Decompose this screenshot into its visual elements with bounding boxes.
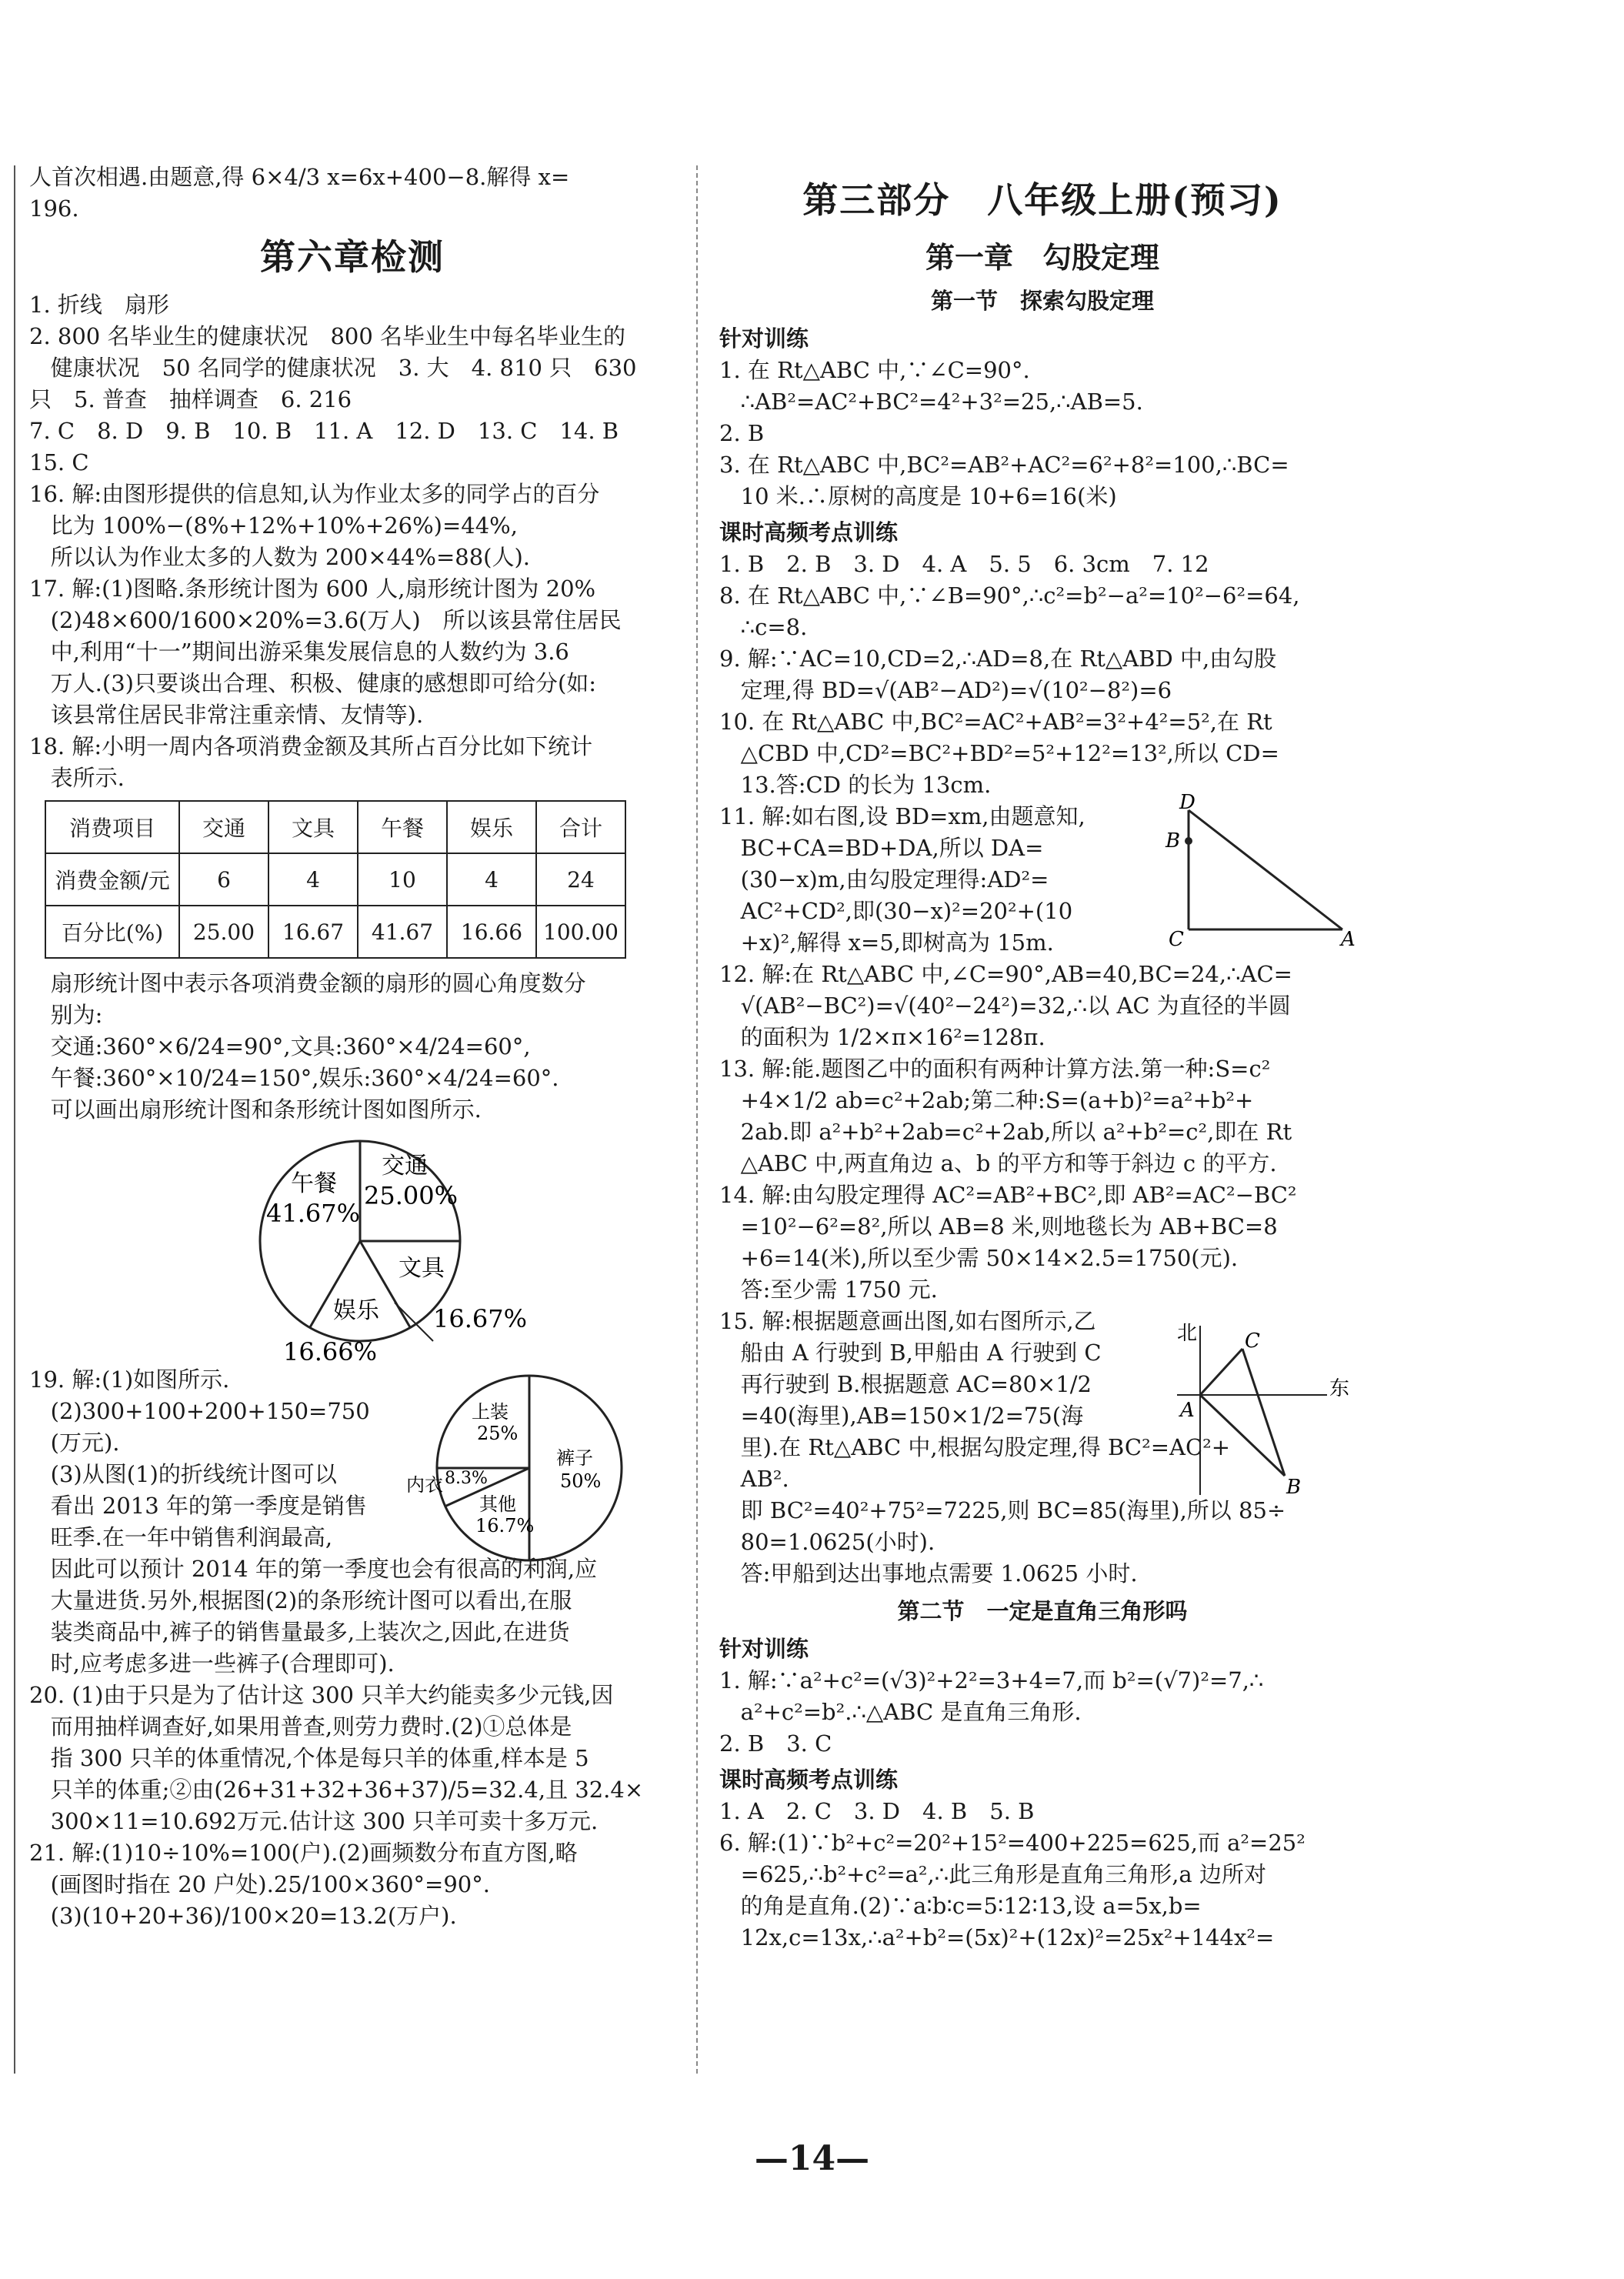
text-line: 而用抽样调查好,如果用普查,则劳力费时.(2)①总体是 (29, 1713, 572, 1740)
text-line: 1. B 2. B 3. D 4. A 5. 5 6. 3cm 7. 12 (719, 551, 1209, 577)
pie-value-entertainment: 16.66% (283, 1337, 378, 1366)
text-line: 比为 100%−(8%+12%+10%+26%)=44%, (29, 512, 518, 539)
table-cell: 100.00 (536, 906, 625, 958)
answers-block-d (719, 1796, 1366, 1954)
subheading-practice-2: 针对训练 (719, 1636, 809, 1662)
text-line: 1. 折线 扇形 (29, 292, 169, 318)
text-line: 所以认为作业太多的人数为 200×44%=88(人). (29, 544, 531, 570)
pie-label-other: 其他 (479, 1493, 516, 1515)
text-line: (30−x)m,由勾股定理得:AD²= (719, 866, 1049, 893)
pie-chart-sales (406, 1356, 645, 1580)
text-line: 的角是直角.(2)∵a∶b∶c=5∶12∶13,设 a=5x,b= (719, 1893, 1202, 1919)
label-b: B (1286, 1476, 1302, 1499)
label-east: 东 (1329, 1377, 1350, 1400)
text-line: ∴c=8. (719, 614, 808, 640)
answers-block-a (719, 355, 1366, 512)
text-line: 20. (1)由于只是为了估计这 300 只羊大约能卖多少元钱,因 (29, 1682, 614, 1708)
text-line: 健康状况 50 名同学的健康状况 3. 大 4. 810 只 630 (29, 355, 637, 381)
table-header-cell: 合计 (536, 801, 625, 853)
text-line: (画图时指在 20 户处).25/100×360°=90°. (29, 1871, 490, 1897)
pie-value-lunch: 41.67% (266, 1199, 361, 1228)
text-line: BC+CA=BD+DA,所以 DA= (719, 835, 1044, 861)
label-d: D (1179, 791, 1195, 814)
text-line: (万元). (29, 1430, 120, 1456)
table-cell: 4 (447, 853, 536, 906)
table-header-cell: 文具 (268, 801, 358, 853)
pie-label-entertainment: 娱乐 (333, 1297, 379, 1324)
table-header-row (45, 801, 625, 853)
pie-value-traffic: 25.00% (364, 1181, 459, 1210)
text-line: 300×11=10.692万元.估计这 300 只羊可卖十多万元. (29, 1808, 599, 1834)
text-line: 万人.(3)只要谈出合理、积极、健康的感想即可给分(如: (29, 670, 597, 696)
pie-label-stationery: 文具 (398, 1255, 445, 1282)
text-line: 21. 解:(1)10÷10%=100(户).(2)画频数分布直方图,略 (29, 1840, 578, 1866)
table-header-cell: 午餐 (358, 801, 447, 853)
text-line: 14. 解:由勾股定理得 AC²=AB²+BC²,即 AB²=AC²−BC² (719, 1182, 1297, 1208)
text-line: 196. (29, 195, 79, 222)
pie-label-pants: 裤子 (556, 1447, 593, 1469)
text-line: 1. A 2. C 3. D 4. B 5. B (719, 1798, 1035, 1824)
chapter-title: 第一章 勾股定理 (925, 240, 1159, 275)
table-cell: 16.66 (447, 906, 536, 958)
text-line: 9. 解:∵AC=10,CD=2,∴AD=8,在 Rt△ABD 中,由勾股 (719, 646, 1277, 672)
text-line: 答:甲船到达出事地点需要 1.0625 小时. (719, 1560, 1138, 1587)
text-line: =10²−6²=8²,所以 AB=8 米,则地毯长为 AB+BC=8 (719, 1213, 1278, 1240)
text-line: 因此可以预计 2014 年的第一季度也会有很高的利润,应 (29, 1556, 598, 1582)
table-cell: 百分比(%) (45, 906, 179, 958)
answers-block-b (29, 968, 675, 1126)
text-line: 表所示. (29, 765, 125, 791)
text-line: 指 300 只羊的体重情况,个体是每只羊的体重,样本是 5 (29, 1745, 589, 1771)
pie-chart-consumption (175, 1126, 575, 1364)
text-line: (3)从图(1)的折线统计图可以 (29, 1461, 337, 1487)
table-header-cell: 交通 (179, 801, 268, 853)
table-cell: 24 (536, 853, 625, 906)
text-line: ∴AB²=AC²+BC²=4²+3²=25,∴AB=5. (719, 389, 1143, 415)
text-line: +x)²,解得 x=5,即树高为 15m. (719, 929, 1054, 956)
text-line: 19. 解:(1)如图所示. (29, 1366, 230, 1393)
text-line: (2)300+100+200+150=750 (29, 1398, 370, 1424)
text-line: 午餐:360°×10/24=150°,娱乐:360°×4/24=60°. (29, 1065, 559, 1091)
text-line: 旺季.在一年中销售利润最高, (29, 1524, 333, 1550)
pie-value-underwear: 8.3% (445, 1469, 488, 1488)
pie-label-tops: 上装 (472, 1401, 509, 1423)
section1-title: 第一节 探索勾股定理 (930, 288, 1154, 314)
text-line: +6=14(米),所以至少需 50×14×2.5=1750(元). (719, 1245, 1239, 1271)
text-line: +4×1/2 ab=c²+2ab;第二种:S=(a+b)²=a²+b²+ (719, 1087, 1254, 1113)
label-c: C (1169, 928, 1184, 951)
text-line: 只羊的体重;②由(26+31+32+36+37)/5=32.4,且 32.4× (29, 1777, 644, 1803)
text-line: 别为: (29, 1002, 103, 1028)
text-line: △CBD 中,CD²=BC²+BD²=5²+12²=13²,所以 CD= (719, 740, 1279, 766)
table-cell: 10 (358, 853, 447, 906)
table-cell: 25.00 (179, 906, 268, 958)
text-line: 17. 解:(1)图略.条形统计图为 600 人,扇形统计图为 20% (29, 576, 596, 602)
text-line: 看出 2013 年的第一季度是销售 (29, 1493, 367, 1519)
figure-problem-11 (1158, 791, 1358, 951)
label-a: A (1180, 1399, 1195, 1422)
text-line: 答:至少需 1750 元. (719, 1276, 938, 1303)
text-line: =40(海里),AB=150×1/2=75(海 (719, 1403, 1084, 1429)
text-line: 8. 在 Rt△ABC 中,∵∠B=90°,∴c²=b²−a²=10²−6²=64, (719, 582, 1300, 609)
segment-ac (1200, 1349, 1242, 1395)
text-line: AC²+CD²,即(30−x)²=20²+(10 (719, 898, 1073, 924)
part-title: 第三部分 八年级上册(预习) (802, 179, 1282, 221)
text-line: 13.答:CD 的长为 13cm. (719, 772, 992, 798)
leader-line (395, 1303, 433, 1341)
text-line: 13. 解:能.题图乙中的面积有两种计算方法.第一种:S=c² (719, 1056, 1271, 1082)
text-line: 定理,得 BD=√(AB²−AD²)=√(10²−8²)=6 (719, 677, 1172, 703)
text-line: 船由 A 行驶到 B,甲船由 A 行驶到 C (719, 1340, 1102, 1366)
text-line: 装类商品中,裤子的销售量最多,上装次之,因此,在进货 (29, 1619, 570, 1645)
text-line: 1. 解:∵a²+c²=(√3)²+2²=3+4=7,而 b²=(√7)²=7,∴ (719, 1667, 1264, 1693)
pie-value-stationery: 16.67% (433, 1304, 528, 1333)
text-line: 里).在 Rt△ABC 中,根据勾股定理,得 BC²=AC²+ (719, 1434, 1231, 1460)
text-line: AB². (719, 1466, 789, 1492)
text-line: 11. 解:如右图,设 BD=xm,由题意知, (719, 803, 1085, 829)
text-line: 中,利用“十一”期间出游采集发展信息的人数约为 3.6 (29, 639, 569, 665)
table-cell: 16.67 (268, 906, 358, 958)
text-line: 即 BC²=40²+75²=7225,则 BC=85(海里),所以 85÷ (719, 1497, 1286, 1523)
text-line: 2. B 3. C (719, 1730, 832, 1757)
consumption-table (45, 800, 626, 959)
label-b: B (1165, 829, 1181, 853)
text-line: 12. 解:在 Rt△ABC 中,∠C=90°,AB=40,BC=24,∴AC= (719, 961, 1292, 987)
table-header-cell: 消费项目 (45, 801, 179, 853)
chapter6-title: 第六章检测 (260, 236, 445, 278)
section2-title: 第二节 一定是直角三角形吗 (897, 1598, 1188, 1624)
text-line: 2. 800 名毕业生的健康状况 800 名毕业生中每名毕业生的 (29, 323, 626, 349)
text-line: (2)48×600/1600×20%=3.6(万人) 所以该县常住居民 (29, 607, 622, 633)
text-line: 再行驶到 B.根据题意 AC=80×1/2 (719, 1371, 1092, 1397)
text-line: 该县常住居民非常注重亲情、友情等). (29, 702, 424, 728)
answers-block-c (719, 1665, 1366, 1760)
table-cell: 41.67 (358, 906, 447, 958)
text-line: 6. 解:(1)∵b²+c²=20²+15²=400+225=625,而 a²=25² (719, 1830, 1306, 1856)
text-line: √(AB²−BC²)=√(40²−24²)=32,∴以 AC 为直径的半圆 (719, 993, 1291, 1019)
text-line: 时,应考虑多进一些裤子(合理即可). (29, 1650, 395, 1677)
text-line: 10. 在 Rt△ABC 中,BC²=AC²+AB²=3²+4²=5²,在 Rt (719, 709, 1272, 735)
text-line: △ABC 中,两直角边 a、b 的平方和等于斜边 c 的平方. (719, 1150, 1277, 1176)
label-a: A (1341, 928, 1356, 951)
pie-label-traffic: 交通 (382, 1153, 428, 1180)
text-line: 7. C 8. D 9. B 10. B 11. A 12. D 13. C 14. B 15. C (29, 418, 642, 475)
figure-problem-15 (1169, 1318, 1354, 1503)
table-cell: 6 (179, 853, 268, 906)
left-column (29, 162, 675, 1932)
pie-value-tops: 25% (477, 1423, 519, 1444)
text-line: 的面积为 1/2×π×16²=128π. (719, 1024, 1045, 1050)
text-line: (3)(10+20+36)/100×20=13.2(万户). (29, 1903, 457, 1929)
text-line: 16. 解:由图形提供的信息知,认为作业太多的同学占的百分 (29, 481, 600, 507)
text-line: a²+c²=b².∴△ABC 是直角三角形. (719, 1699, 1082, 1725)
triangle-side (1189, 810, 1342, 929)
text-line: 人首次相遇.由题意,得 6×4/3 x=6x+400−8.解得 x= (29, 164, 570, 190)
text-line: 3. 在 Rt△ABC 中,BC²=AB²+AC²=6²+8²=100,∴BC= (719, 452, 1289, 478)
text-line: 18. 解:小明一周内各项消费金额及其所占百分比如下统计 (29, 733, 593, 759)
text-line: 可以画出扇形统计图和条形统计图如图所示. (29, 1096, 482, 1123)
table-row (45, 906, 625, 958)
text-line: 大量进货.另外,根据图(2)的条形统计图可以看出,在服 (29, 1587, 572, 1613)
text-line: 1. 在 Rt△ABC 中,∵∠C=90°. (719, 357, 1030, 383)
pie-label-underwear: 内衣 (406, 1474, 443, 1496)
pie-label-lunch: 午餐 (291, 1170, 337, 1197)
point-b (1185, 837, 1192, 845)
page-number: —14— (754, 2139, 870, 2178)
column-divider (696, 165, 698, 2074)
left-margin-rule (14, 165, 15, 2074)
subheading-high-frequency: 课时高频考点训练 (719, 519, 899, 546)
subheading-high-frequency-2: 课时高频考点训练 (719, 1767, 899, 1793)
text-line: 2. B (719, 420, 765, 446)
table-cell: 4 (268, 853, 358, 906)
text-line: =625,∴b²+c²=a²,∴此三角形是直角三角形,a 边所对 (719, 1861, 1266, 1887)
label-c: C (1245, 1330, 1260, 1353)
text-line: 只 5. 普查 抽样调查 6. 216 (29, 386, 352, 412)
text-line: 扇形统计图中表示各项消费金额的扇形的圆心角度数分 (29, 970, 586, 996)
intro-lines (29, 162, 675, 225)
table-header-cell: 娱乐 (447, 801, 536, 853)
table-row (45, 853, 625, 906)
right-column (719, 162, 1366, 1954)
text-line: 2ab.即 a²+b²+2ab=c²+2ab,所以 a²+b²=c²,即在 Rt (719, 1119, 1292, 1145)
label-north: 北 (1177, 1322, 1198, 1345)
text-line: 80=1.0625(小时). (719, 1529, 935, 1555)
table-cell: 消费金额/元 (45, 853, 179, 906)
subheading-practice: 针对训练 (719, 325, 809, 352)
text-line: 10 米.∴原树的高度是 10+6=16(米) (719, 483, 1117, 509)
pie-value-other: 16.7% (475, 1515, 535, 1537)
text-line: 交通:360°×6/24=90°,文具:360°×4/24=60°, (29, 1033, 531, 1059)
answers-block-a (29, 289, 675, 794)
text-line: 12x,c=13x,∴a²+b²=(5x)²+(12x)²=25x²+144x²= (719, 1924, 1275, 1950)
pie-value-pants: 50% (560, 1470, 602, 1492)
text-line: 15. 解:根据题意画出图,如右图所示,乙 (719, 1308, 1096, 1334)
